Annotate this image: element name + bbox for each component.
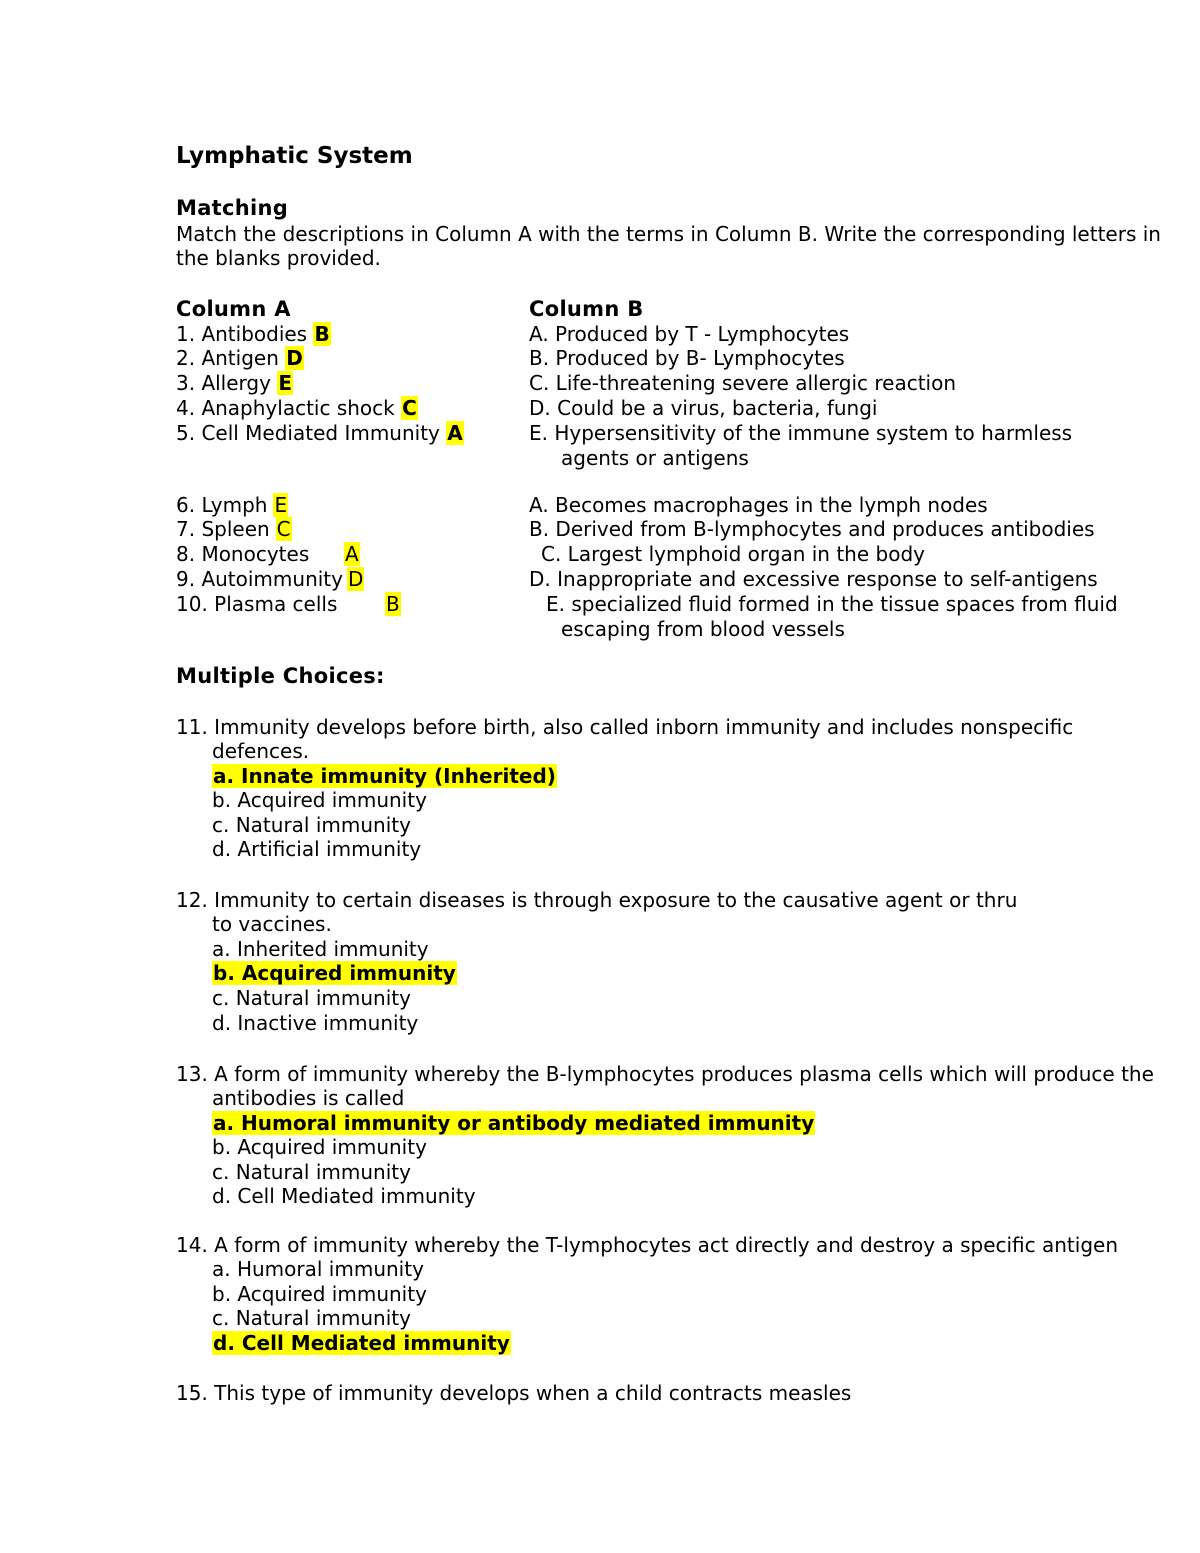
- set1-b-item-4: D. Could be a virus, bacteria, fungi: [529, 396, 878, 420]
- set2-a-item-10: [176, 592, 337, 616]
- set2-a-item-7: [176, 517, 292, 541]
- item-text: 5. Cell Mediated Immunity: [176, 421, 440, 445]
- q14-option-c: c. Natural immunity: [212, 1306, 411, 1330]
- item-text: 10. Plasma cells: [176, 592, 338, 616]
- question-15: 15. This type of immunity develops when a child contracts measles: [176, 1381, 852, 1405]
- question-14: 14. A form of immunity whereby the T-lymphocytes act directly and destroy a specific antigen: [176, 1233, 1119, 1257]
- set1-b-item-2: B. Produced by B- Lymphocytes: [529, 346, 845, 370]
- set2-b-item-4: D. Inappropriate and excessive response to self-antigens: [529, 567, 1098, 591]
- answer-badge: D: [286, 346, 303, 370]
- item-text: 1. Antibodies: [176, 322, 308, 346]
- set1-a-item-5: [176, 421, 464, 445]
- set1-b-item-5: E. Hypersensitivity of the immune system to harmless: [529, 421, 1073, 445]
- set2-a-item-8: [176, 542, 309, 566]
- answer-badge: B: [386, 592, 400, 616]
- column-b-heading: Column B: [529, 297, 644, 321]
- set2-b-item-5: E. specialized fluid formed in the tissue spaces from fluid: [546, 592, 1118, 616]
- answer-badge: E: [274, 493, 288, 517]
- q12-option-b: [212, 961, 457, 985]
- q12-option-a: a. Inherited immunity: [212, 937, 429, 961]
- q13-option-b: b. Acquired immunity: [212, 1135, 427, 1159]
- set2-a-item-6: [176, 493, 288, 517]
- item-text: 2. Antigen: [176, 346, 279, 370]
- set1-a-item-2: [176, 346, 304, 370]
- set1-b-item-5-cont: agents or antigens: [561, 446, 749, 470]
- matching-instructions-line2: the blanks provided.: [176, 246, 381, 270]
- column-a-heading: Column A: [176, 297, 291, 321]
- q13-option-c: c. Natural immunity: [212, 1160, 411, 1184]
- q11-option-b: b. Acquired immunity: [212, 788, 427, 812]
- item-text: 9. Autoimmunity: [176, 567, 343, 591]
- set1-a-item-3: [176, 371, 293, 395]
- answer-badge: D: [347, 567, 364, 591]
- page-title: Lymphatic System: [176, 143, 413, 169]
- matching-instructions-line1: Match the descriptions in Column A with the terms in Column B. Write the corresponding letters in: [176, 222, 1161, 246]
- set2-a-item-10-answer: [385, 592, 401, 616]
- q11-option-d: d. Artificial immunity: [212, 837, 422, 861]
- set2-a-item-8-answer: [344, 542, 360, 566]
- set1-a-item-4: [176, 396, 418, 420]
- correct-answer-highlight: a. Innate immunity (Inherited): [213, 764, 556, 788]
- item-text: 4. Anaphylactic shock: [176, 396, 395, 420]
- multiple-choice-heading: Multiple Choices:: [176, 664, 385, 688]
- set2-b-item-1: A. Becomes macrophages in the lymph nodes: [529, 493, 988, 517]
- question-11-cont: defences.: [212, 739, 310, 763]
- correct-answer-highlight: b. Acquired immunity: [213, 961, 456, 985]
- question-12-cont: to vaccines.: [212, 912, 332, 936]
- q11-option-a: [212, 764, 557, 788]
- q12-option-d: d. Inactive immunity: [212, 1011, 419, 1035]
- set2-a-item-9: [176, 567, 364, 591]
- set1-b-item-1: A. Produced by T - Lymphocytes: [529, 322, 850, 346]
- answer-badge: A: [447, 421, 463, 445]
- matching-heading: Matching: [176, 196, 289, 220]
- correct-answer-highlight: a. Humoral immunity or antibody mediated immunity: [213, 1111, 815, 1135]
- q11-option-c: c. Natural immunity: [212, 813, 411, 837]
- question-11: 11. Immunity develops before birth, also called inborn immunity and includes nonspecific: [176, 715, 1074, 739]
- item-text: 7. Spleen: [176, 517, 270, 541]
- answer-badge: C: [402, 396, 417, 420]
- set1-b-item-3: C. Life-threatening severe allergic reaction: [529, 371, 957, 395]
- q14-option-b: b. Acquired immunity: [212, 1282, 427, 1306]
- item-text: 8. Monocytes: [176, 542, 310, 566]
- q13-option-d: d. Cell Mediated immunity: [212, 1184, 476, 1208]
- correct-answer-highlight: d. Cell Mediated immunity: [213, 1331, 510, 1355]
- answer-badge: E: [278, 371, 292, 395]
- set1-a-item-1: [176, 322, 331, 346]
- item-text: 6. Lymph: [176, 493, 268, 517]
- set2-b-item-5-cont: escaping from blood vessels: [561, 617, 845, 641]
- q13-option-a: [212, 1111, 815, 1135]
- question-12: 12. Immunity to certain diseases is through exposure to the causative agent or thru: [176, 888, 1018, 912]
- question-13-cont: antibodies is called: [212, 1086, 405, 1110]
- q14-option-a: a. Humoral immunity: [212, 1257, 424, 1281]
- answer-badge: B: [314, 322, 330, 346]
- question-13: 13. A form of immunity whereby the B-lymphocytes produces plasma cells which will produce the: [176, 1062, 1154, 1086]
- item-text: 3. Allergy: [176, 371, 271, 395]
- set2-b-item-3: C. Largest lymphoid organ in the body: [541, 542, 925, 566]
- q12-option-c: c. Natural immunity: [212, 986, 411, 1010]
- answer-badge: C: [276, 517, 291, 541]
- q14-option-d: [212, 1331, 511, 1355]
- answer-badge: A: [345, 542, 359, 566]
- set2-b-item-2: B. Derived from B-lymphocytes and produces antibodies: [529, 517, 1095, 541]
